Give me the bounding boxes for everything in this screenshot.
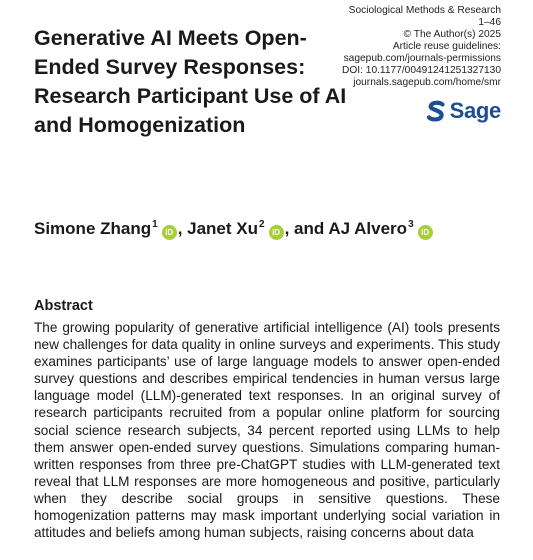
copyright: © The Author(s) 2025 — [403, 29, 501, 40]
journal-name: Sociological Methods & Research — [348, 5, 501, 16]
author-name: Janet Xu — [187, 219, 258, 238]
journal-meta — [281, 5, 501, 89]
author-name: AJ Alvero — [328, 219, 408, 238]
orcid-icon[interactable]: iD — [269, 225, 284, 240]
affiliation-marker: 2 — [259, 219, 265, 230]
journal-url[interactable]: journals.sagepub.com/home/smr — [353, 77, 501, 88]
permissions-link[interactable]: sagepub.com/journals-permissions — [343, 53, 501, 64]
author-separator: , — [177, 219, 188, 238]
publisher-name: Sage — [449, 98, 501, 123]
doi[interactable]: DOI: 10.1177/00491241251327130 — [342, 65, 501, 76]
page-range: 1–46 — [478, 17, 501, 28]
orcid-icon[interactable]: iD — [162, 225, 177, 240]
author-separator: , and — [284, 219, 329, 238]
abstract-heading: Abstract — [34, 298, 93, 314]
sage-logo — [426, 99, 501, 123]
affiliation-marker: 1 — [152, 219, 158, 230]
article-title: Generative AI Meets Open-Ended Survey Responses: Research Participant Use of AI and Homogenization — [34, 26, 347, 137]
abstract-text: The growing popularity of generative artificial intelligence (AI) tools presents new challenges for data quality in online surveys and experiments. This study examines participants’ use of large language models to answer open-ended survey questions and describes empirical tendencies in human versus large language model (LLM)-generated text responses. In an original survey of research participants recruited from a popular online platform for sourcing social science research subjects, 34 percent reported using LLMs to help them answer open-ended survey questions. Simulations comparing human-written responses from three pre-ChatGPT studies with LLM-generated text reveal that LLM responses are more homogeneous and positive, particularly when they describe social groups in sensitive questions. These homogenization patterns may mask important underlying social variation in attitudes and beliefs among human subjects, raising concerns about data — [34, 320, 500, 541]
reuse-guidelines-label: Article reuse guidelines: — [392, 41, 501, 52]
affiliation-marker: 3 — [408, 219, 414, 230]
orcid-icon[interactable]: iD — [418, 225, 433, 240]
author-list — [34, 219, 434, 240]
author-name: Simone Zhang — [34, 219, 152, 238]
sage-s-icon — [426, 100, 446, 122]
